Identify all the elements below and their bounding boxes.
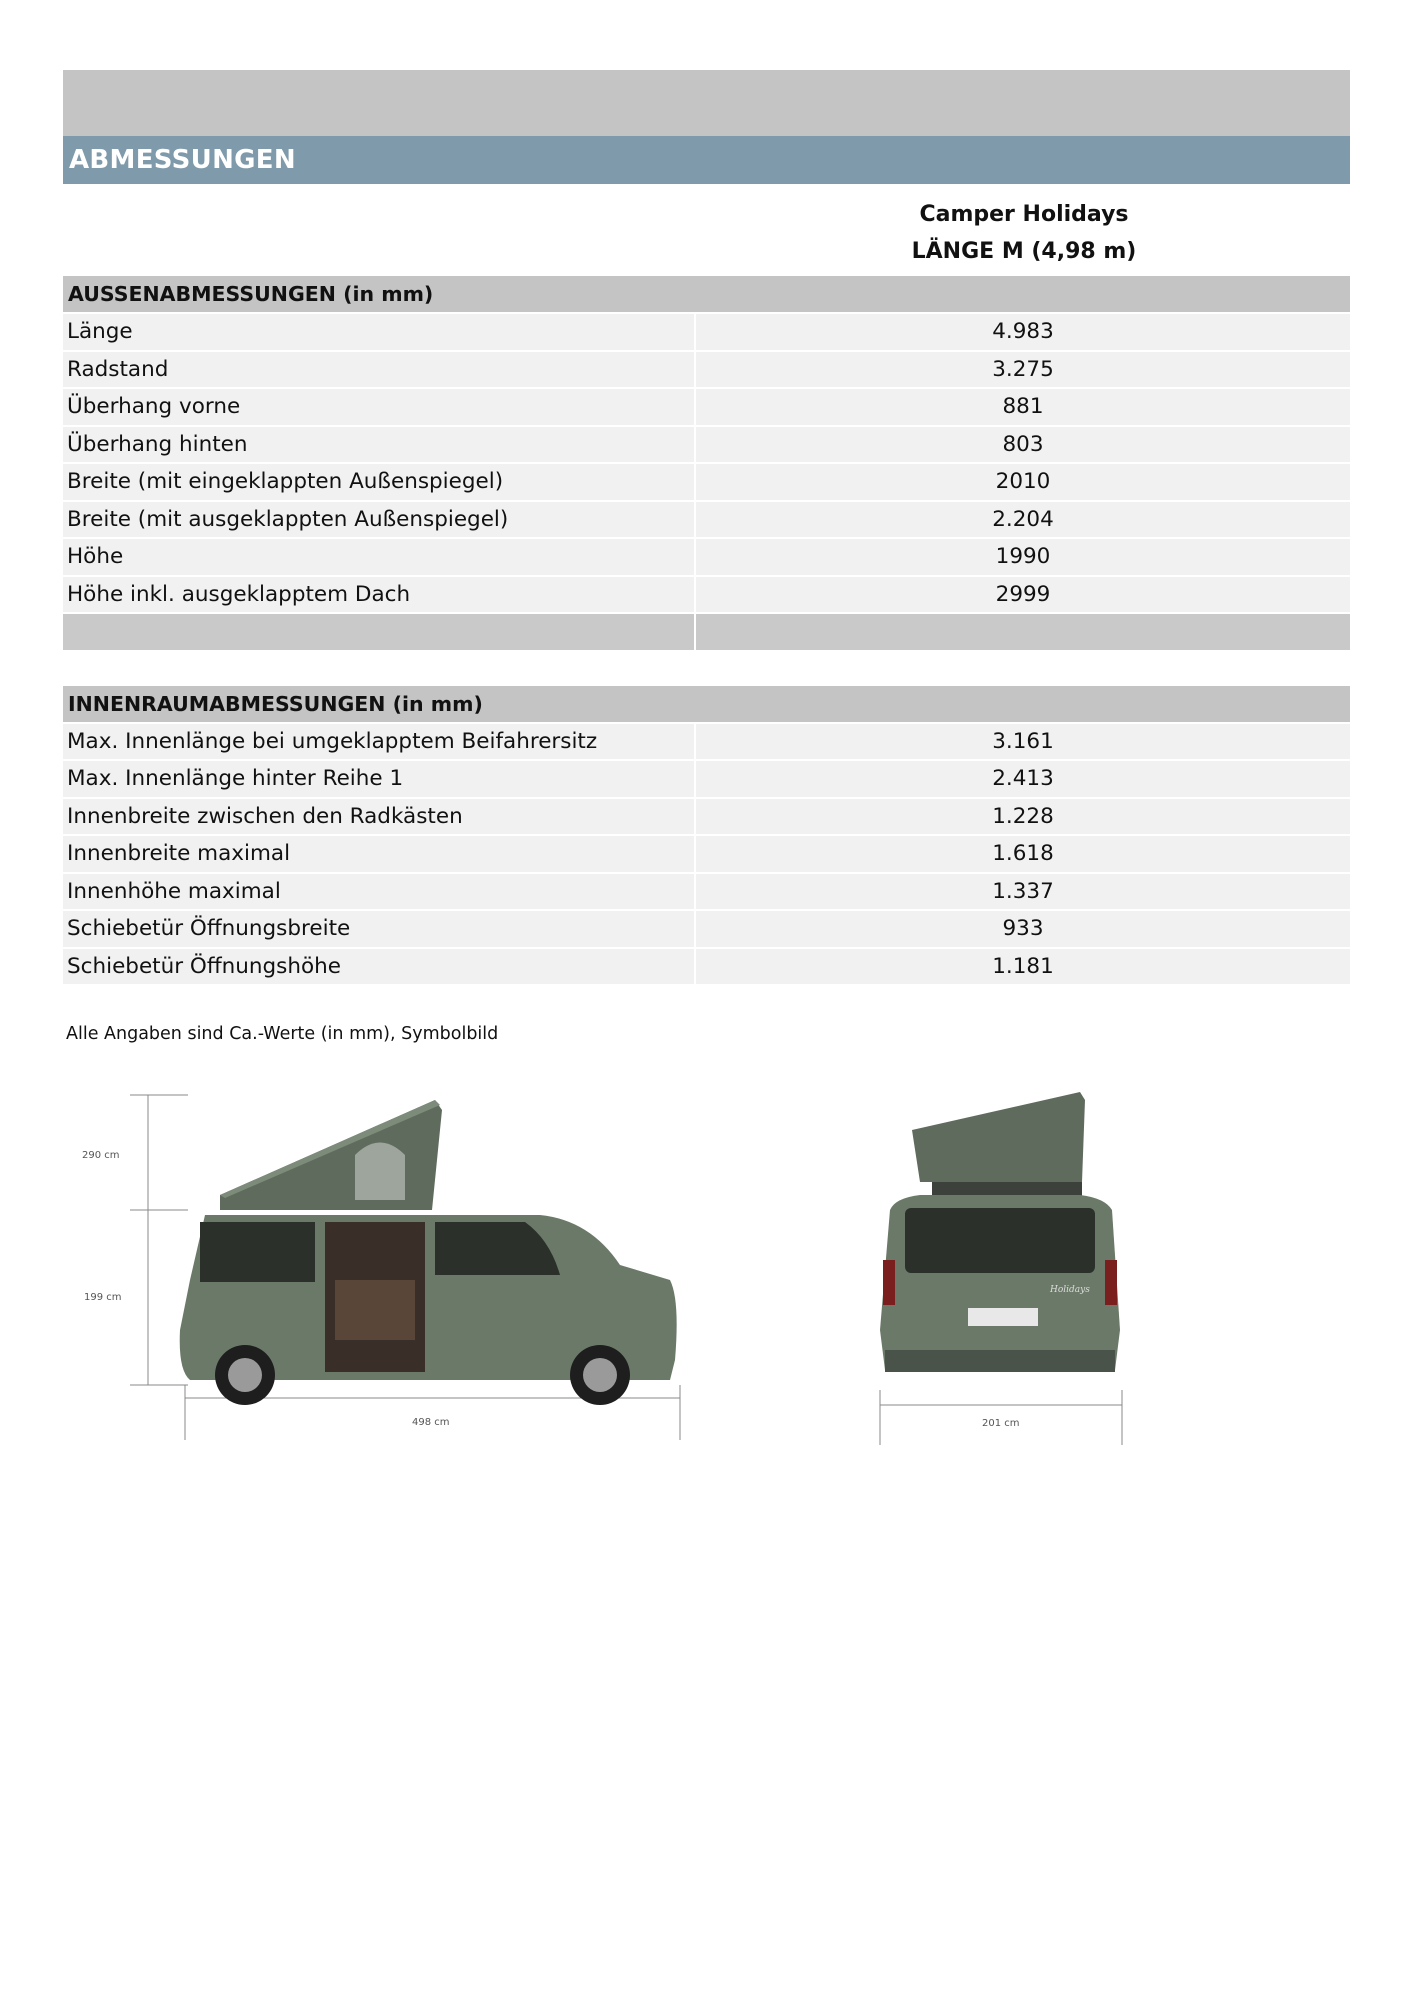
left-taillight xyxy=(883,1260,895,1305)
page-title: ABMESSUNGEN xyxy=(63,136,1350,184)
interior-section xyxy=(63,686,1350,987)
table-row xyxy=(63,949,1350,987)
model-length: LÄNGE M (4,98 m) xyxy=(911,239,1137,264)
table-row xyxy=(63,464,1350,502)
row-value: 1.228 xyxy=(696,799,1350,835)
table-row xyxy=(63,836,1350,874)
rear-side-window xyxy=(200,1222,315,1282)
row-value: 4.983 xyxy=(696,314,1350,350)
row-value: 1.618 xyxy=(696,836,1350,872)
row-label: Innenbreite maximal xyxy=(63,836,696,872)
row-value: 1.181 xyxy=(696,949,1350,985)
table-row xyxy=(63,389,1350,427)
section-gap xyxy=(63,652,1350,686)
row-label: Höhe xyxy=(63,539,696,575)
filler-cell xyxy=(696,614,1350,650)
roof-height-label: 290 cm xyxy=(82,1150,120,1161)
rear-window xyxy=(905,1208,1095,1273)
top-gray-band xyxy=(63,70,1350,136)
table-row xyxy=(63,799,1350,837)
table-row xyxy=(63,502,1350,540)
front-rim xyxy=(583,1358,617,1392)
license-plate xyxy=(968,1308,1038,1326)
row-value: 3.161 xyxy=(696,724,1350,760)
row-value: 2.413 xyxy=(696,761,1350,797)
table-row xyxy=(63,539,1350,577)
body-height-label: 199 cm xyxy=(84,1292,122,1303)
table-row xyxy=(63,911,1350,949)
filler-cell xyxy=(63,614,696,650)
table-row xyxy=(63,577,1350,615)
length-label: 498 cm xyxy=(412,1417,450,1428)
row-value: 1.337 xyxy=(696,874,1350,910)
interior-cabinet xyxy=(335,1280,415,1340)
table-row xyxy=(63,314,1350,352)
exterior-section xyxy=(63,276,1350,652)
row-label: Länge xyxy=(63,314,696,350)
exterior-heading: AUSSENABMESSUNGEN (in mm) xyxy=(63,276,1350,314)
row-label: Schiebetür Öffnungshöhe xyxy=(63,949,696,985)
van-side-view-drawing xyxy=(70,1080,710,1460)
row-value: 2999 xyxy=(696,577,1350,613)
row-value: 803 xyxy=(696,427,1350,463)
interior-heading: INNENRAUMABMESSUNGEN (in mm) xyxy=(63,686,1350,724)
row-label: Max. Innenlänge bei umgeklapptem Beifahrersitz xyxy=(63,724,696,760)
table-row xyxy=(63,724,1350,762)
spec-sheet xyxy=(63,70,1350,986)
row-value: 2.204 xyxy=(696,502,1350,538)
row-label: Überhang hinten xyxy=(63,427,696,463)
roof-window xyxy=(355,1143,405,1201)
row-value: 881 xyxy=(696,389,1350,425)
right-taillight xyxy=(1105,1260,1117,1305)
model-header xyxy=(63,184,1350,276)
table-filler-row xyxy=(63,614,1350,652)
row-label: Breite (mit eingeklappten Außenspiegel) xyxy=(63,464,696,500)
popup-roof xyxy=(912,1092,1085,1182)
row-value: 1990 xyxy=(696,539,1350,575)
row-label: Innenhöhe maximal xyxy=(63,874,696,910)
table-row xyxy=(63,761,1350,799)
rear-bumper xyxy=(885,1350,1115,1372)
model-name: Camper Holidays xyxy=(919,202,1129,227)
row-label: Radstand xyxy=(63,352,696,388)
row-label: Breite (mit ausgeklappten Außenspiegel) xyxy=(63,502,696,538)
table-row xyxy=(63,427,1350,465)
row-label: Max. Innenlänge hinter Reihe 1 xyxy=(63,761,696,797)
row-value: 933 xyxy=(696,911,1350,947)
van-rear-view-drawing xyxy=(850,1080,1150,1460)
row-label: Überhang vorne xyxy=(63,389,696,425)
width-label: 201 cm xyxy=(982,1418,1020,1429)
row-value: 2010 xyxy=(696,464,1350,500)
footnote: Alle Angaben sind Ca.-Werte (in mm), Symbolbild xyxy=(66,1024,499,1044)
rear-rim xyxy=(228,1358,262,1392)
model-column-heading xyxy=(698,196,1350,270)
row-label: Innenbreite zwischen den Radkästen xyxy=(63,799,696,835)
holidays-badge: Holidays xyxy=(1050,1285,1090,1295)
row-label: Höhe inkl. ausgeklapptem Dach xyxy=(63,577,696,613)
table-row xyxy=(63,874,1350,912)
row-value: 3.275 xyxy=(696,352,1350,388)
table-row xyxy=(63,352,1350,390)
row-label: Schiebetür Öffnungsbreite xyxy=(63,911,696,947)
